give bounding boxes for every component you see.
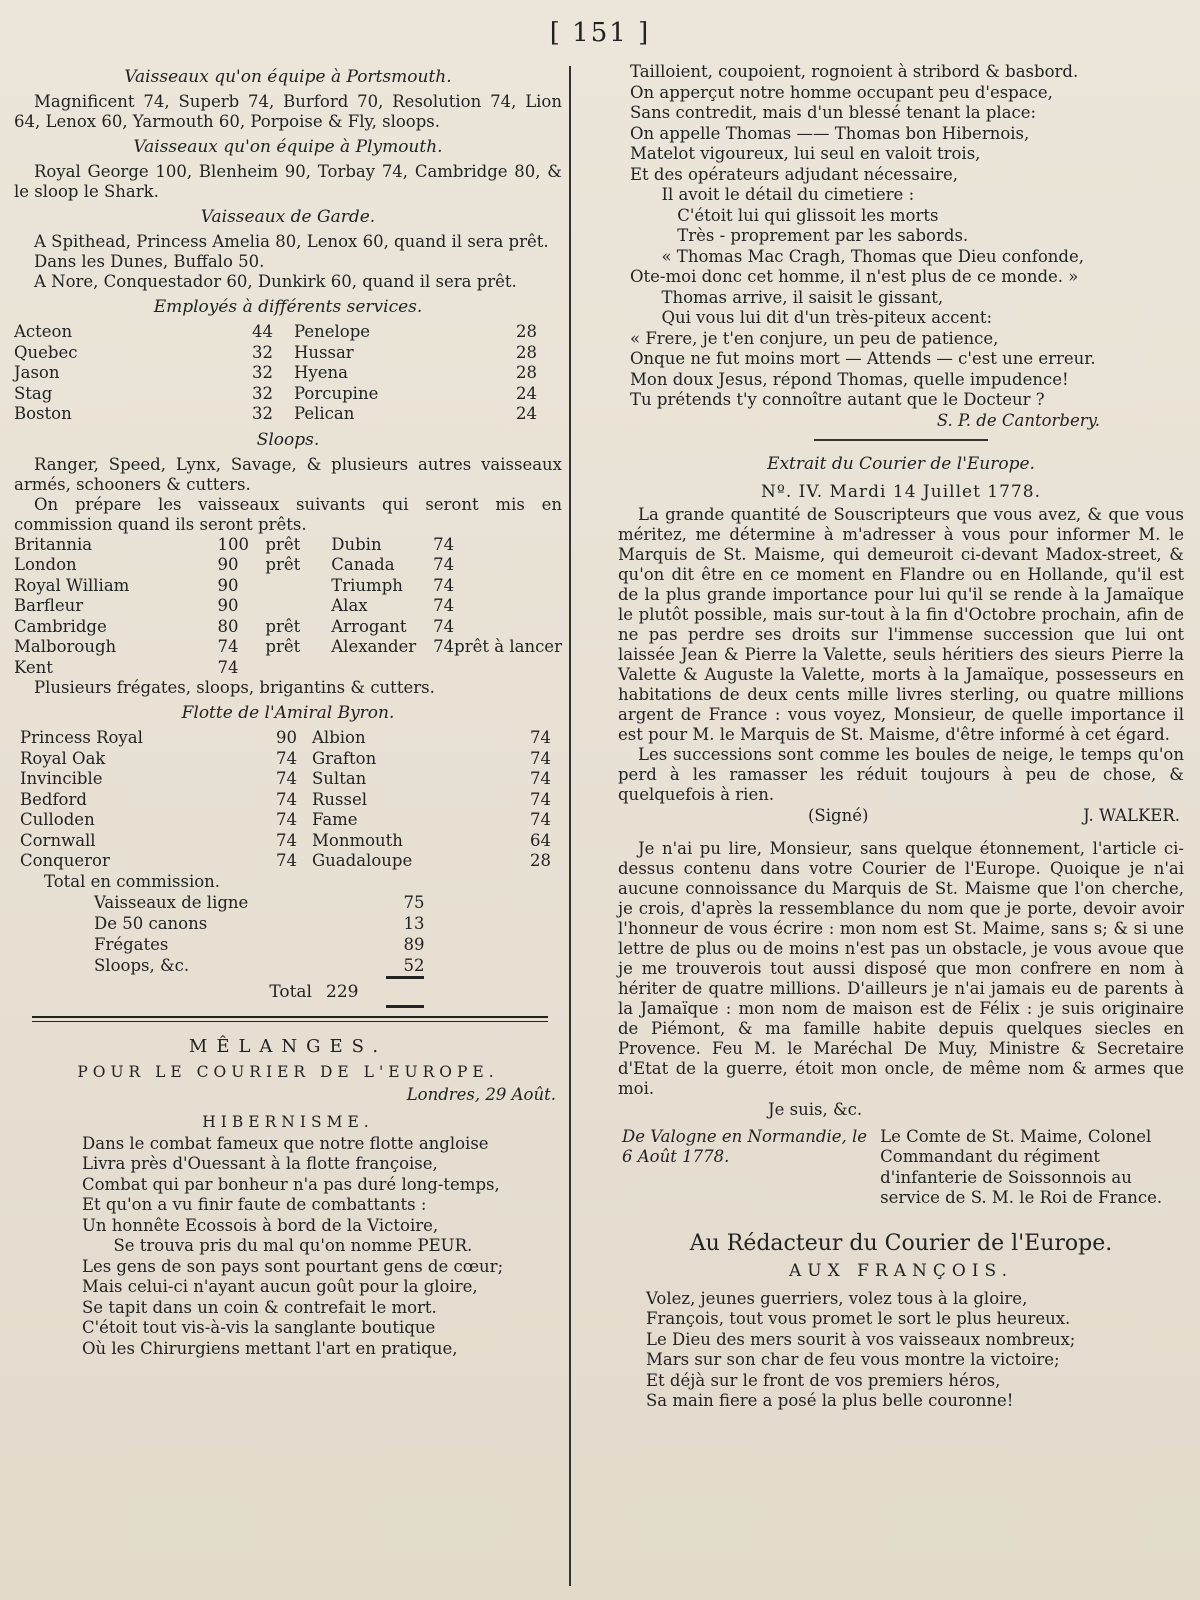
ship-guns: 74 bbox=[530, 789, 551, 809]
poem-line: Très - proprement par les sabords. bbox=[630, 226, 969, 245]
ship-name: Dubin bbox=[331, 534, 382, 554]
ship-guns: 44 bbox=[252, 322, 273, 341]
table-row bbox=[20, 810, 566, 831]
list-item bbox=[94, 955, 562, 976]
ship-guns: 24 bbox=[516, 383, 537, 403]
poem-line: Sans contredit, mais d'un blessé tenant la place: bbox=[630, 103, 1037, 122]
prepare-text: On prépare les vaisseaux suivants qui seront mis en commission quand ils seront prêts. bbox=[14, 494, 562, 534]
ship-status bbox=[265, 576, 331, 597]
ship-name: Culloden bbox=[20, 810, 95, 829]
right-column bbox=[618, 62, 1184, 1412]
ship-name: Quebec bbox=[14, 342, 78, 362]
byron-heading: Flotte de l'Amiral Byron. bbox=[181, 703, 395, 723]
table-row bbox=[20, 851, 566, 872]
table-row bbox=[14, 322, 554, 343]
ship-name: Porcupine bbox=[294, 383, 379, 403]
ship-name: Royal William bbox=[14, 575, 130, 595]
article-paragraph-1: La grande quantité de Souscripteurs que vous avez, & que vous méritez, me détermine à m'adresser à vous pour informer M. le Marquis de St. Maisme, qui demeuroit ci-devant Madox-street, & qu'on dit être en ce moment en Flandre ou en Hollande, qu'il est de la plus grande importance pour lui qu'il se rende à la Jamaïque le plutôt possible, mais sur-tout à la fin d'Octobre prochain, afin de ne pas perdre ses droits sur l'immense succession que lui ont laissée Jean & Pierre la Valette, seuls héritiers des sieurs Pierre la Valette & Auguste la Valette, morts à la Jamaïque, possesseurs en habitations de deux cents mille livres sterling, ou quatre millions argent de France : vous voyez, Monsieur, de quelle importance il est pour M. le Marquis de St. Maisme, d'être informé à cet égard. bbox=[618, 504, 1184, 744]
totals-num: 13 bbox=[403, 913, 425, 933]
poem-line: Qui vous lui dit d'un très-piteux accent: bbox=[630, 308, 993, 327]
poem-line: Thomas arrive, il saisit le gissant, bbox=[630, 287, 944, 307]
table-row bbox=[14, 576, 562, 597]
ship-name: Alexander bbox=[331, 637, 417, 656]
hibernisme-poem bbox=[14, 1134, 562, 1360]
letter-paragraph: Je n'ai pu lire, Monsieur, sans quelque étonnement, l'article ci-dessus contenu dans votre Courier de l'Europe. Quoique je n'ai aucune connoissance du Marquis de St. Maisme que l'on cherche, je crois, d'après la ressemblance du nom que je porte, devoir avoir l'honneur de vous écrire : mon nom est St. Maime, sans s; & si une lettre de plus ou de moins n'est pas un obstacle, je vous avoue que je me trouverois tout aussi disposé que mon confrere en nom à hériter de quatre millions. D'ailleurs je n'ai jamais eu de parents à la Jamaïque : mon nom de maison est de Félix : je suis originaire de Piémont, & ma famille habite depuis quelques siecles en Provence. Feu M. le Maréchal De Muy, Ministre & Secretaire d'Etat de la guerre, étoit mon oncle, de même nom & armes que moi. bbox=[618, 838, 1184, 1098]
ship-name: Kent bbox=[14, 657, 53, 677]
table-row bbox=[14, 363, 554, 384]
ship-name: Acteon bbox=[14, 322, 73, 341]
ship-guns: 28 bbox=[516, 363, 537, 382]
poem-line: Matelot vigoureux, lui seul en valoit trois, bbox=[630, 144, 981, 163]
melanges-subtitle: POUR LE COURIER DE L'EUROPE. bbox=[77, 1062, 499, 1081]
ship-status bbox=[265, 658, 331, 679]
separator-rule bbox=[814, 439, 988, 441]
ship-name: Britannia bbox=[14, 534, 93, 554]
redacteur-heading: Au Rédacteur du Courier de l'Europe. bbox=[689, 1230, 1113, 1256]
table-row bbox=[14, 535, 562, 556]
ship-name: Canada bbox=[331, 555, 395, 574]
employes-heading: Employés à différents services. bbox=[153, 297, 423, 317]
poem-line: Volez, jeunes guerriers, volez tous à la gloire, bbox=[646, 1288, 1028, 1308]
poem-line: Et déjà sur le front de vos premiers héros, bbox=[646, 1370, 1001, 1390]
totals-name: Sloops, &c. bbox=[94, 955, 190, 975]
ship-guns: 74 bbox=[530, 728, 551, 747]
poem-line: Sa main fiere a posé la plus belle couronne! bbox=[646, 1391, 1014, 1410]
ship-name: Arrogant bbox=[331, 616, 407, 636]
table-row bbox=[20, 769, 566, 790]
totals-list bbox=[14, 892, 562, 976]
plymouth-text: Royal George 100, Blenheim 90, Torbay 74, Cambridge 80, & le sloop le Shark. bbox=[14, 162, 562, 201]
ship-name: Triumph bbox=[331, 575, 403, 595]
table-row bbox=[14, 637, 562, 658]
poem-line: Mon doux Jesus, répond Thomas, quelle impudence! bbox=[630, 369, 1069, 389]
je-suis: Je suis, &c. bbox=[768, 1099, 863, 1119]
table-row bbox=[14, 658, 562, 679]
totals-num: 52 bbox=[403, 955, 425, 975]
aux-francois-heading: AUX FRANÇOIS. bbox=[789, 1260, 1013, 1281]
extrait-heading: Extrait du Courier de l'Europe. bbox=[767, 453, 1035, 474]
ship-name: Russel bbox=[312, 789, 368, 809]
fregates-line: Plusieurs frégates, sloops, brigantins & cutters. bbox=[34, 678, 435, 697]
table-row bbox=[14, 404, 554, 425]
comte-signature: Le Comte de St. Maime, Colonel Commandant du régiment d'infanterie de Soissonnois au service de S. M. le Roi de France. bbox=[880, 1126, 1163, 1207]
ship-name: Stag bbox=[14, 383, 53, 403]
table-row bbox=[14, 617, 562, 638]
walker-name: J. WALKER. bbox=[1083, 805, 1180, 825]
poem-line: Ote-moi donc cet homme, il n'est plus de ce monde. » bbox=[630, 267, 1079, 286]
ship-guns: 90 bbox=[217, 555, 239, 574]
garde-heading: Vaisseaux de Garde. bbox=[200, 207, 376, 227]
ship-name: Pelican bbox=[294, 404, 355, 423]
ship-guns: 74 bbox=[433, 575, 455, 595]
poem-line: Le Dieu des mers sourit à vos vaisseaux nombreux; bbox=[646, 1329, 1076, 1349]
ship-guns: 90 bbox=[217, 575, 239, 595]
poem-line: Se trouva pris du mal qu'on nomme PEUR. bbox=[82, 1236, 473, 1255]
totals-num: 75 bbox=[403, 892, 425, 912]
poem-line: Tailloient, coupoient, rognoient à stribord & basbord. bbox=[630, 62, 1079, 81]
ship-name: Guadaloupe bbox=[312, 851, 413, 870]
ship-status bbox=[265, 596, 331, 617]
ship-guns bbox=[433, 658, 562, 679]
poem-line: Dans le combat fameux que notre flotte angloise bbox=[82, 1133, 489, 1153]
list-item bbox=[94, 892, 562, 913]
poem-line: Où les Chirurgiens mettant l'art en pratique, bbox=[82, 1338, 458, 1358]
aux-francois-poem bbox=[618, 1289, 1184, 1412]
total-line bbox=[14, 979, 562, 1005]
ship-guns: 28 bbox=[516, 342, 537, 362]
letter-date-place: De Valogne en Normandie, le 6 Août 1778. bbox=[622, 1126, 868, 1166]
ship-name: Grafton bbox=[312, 748, 377, 768]
byron-table bbox=[20, 728, 566, 872]
ship-name: Jason bbox=[14, 363, 60, 382]
total-rule bbox=[386, 1005, 424, 1008]
poem-line: Onque ne fut moins mort — Attends — c'est une erreur. bbox=[630, 349, 1096, 368]
ship-guns: 32 bbox=[252, 404, 273, 423]
issue-line: Nº. IV. Mardi 14 Juillet 1778. bbox=[761, 481, 1041, 502]
poem-line: On apperçut notre homme occupant peu d'espace, bbox=[630, 82, 1053, 102]
totals-label: Total en commission. bbox=[44, 871, 221, 891]
ship-name: Cornwall bbox=[20, 830, 96, 850]
sloops-heading: Sloops. bbox=[256, 429, 320, 450]
ship-name: London bbox=[14, 555, 77, 574]
ship-guns: 74 bbox=[276, 748, 297, 768]
ship-guns: 28 bbox=[516, 322, 537, 341]
ship-name: Cambridge bbox=[14, 616, 107, 636]
ship-name: Fame bbox=[312, 810, 358, 829]
ship-guns: 74 bbox=[276, 810, 297, 829]
ship-name: Malborough bbox=[14, 637, 117, 656]
melanges-dateline: Londres, 29 Août. bbox=[406, 1084, 556, 1104]
totals-name: Frégates bbox=[94, 934, 169, 954]
ship-status: prêt bbox=[265, 555, 301, 574]
poem-line: Il avoit le détail du cimetiere : bbox=[630, 185, 915, 204]
table-row bbox=[14, 596, 562, 617]
poem-line: Livra près d'Ouessant à la flotte françoise, bbox=[82, 1154, 438, 1173]
poem-line: Un honnête Ecossois à bord de la Victoire, bbox=[82, 1215, 439, 1235]
ship-guns: 74 bbox=[276, 789, 297, 809]
poem-title: HIBERNISME. bbox=[202, 1112, 374, 1131]
total-label: Total bbox=[269, 981, 312, 1002]
ship-guns: 32 bbox=[252, 383, 273, 403]
ship-guns: 74 bbox=[276, 830, 297, 850]
poem-line: On appelle Thomas —— Thomas bon Hibernois, bbox=[630, 123, 1030, 143]
poem-line: Et des opérateurs adjudant nécessaire, bbox=[630, 164, 958, 184]
poem-line: C'étoit tout vis-à-vis la sanglante boutique bbox=[82, 1318, 436, 1337]
hibernisme-poem-continued bbox=[618, 62, 1184, 411]
table-row bbox=[14, 555, 562, 576]
ship-name: Hussar bbox=[294, 342, 354, 362]
table-row bbox=[20, 831, 566, 852]
ship-name: Monmouth bbox=[312, 830, 403, 850]
ship-guns: 32 bbox=[252, 363, 273, 382]
ship-guns: 74prêt à lancer bbox=[433, 637, 562, 656]
ship-guns: 74 bbox=[433, 555, 455, 574]
ship-guns: 74 bbox=[217, 637, 239, 656]
garde-line-2: Dans les Dunes, Buffalo 50. bbox=[34, 252, 265, 271]
ship-guns: 74 bbox=[276, 769, 297, 788]
poem-line: Combat qui par bonheur n'a pas duré long-temps, bbox=[82, 1174, 500, 1194]
ship-status: prêt bbox=[265, 534, 301, 554]
ship-guns: 24 bbox=[516, 404, 537, 423]
garde-line-1: A Spithead, Princess Amelia 80, Lenox 60, quand il sera prêt. bbox=[34, 232, 549, 251]
table-row bbox=[20, 749, 566, 770]
ship-status: prêt bbox=[265, 616, 301, 636]
ship-guns: 74 bbox=[276, 851, 297, 870]
ship-guns: 74 bbox=[530, 748, 551, 768]
ship-guns: 74 bbox=[433, 534, 455, 554]
poem-line: Les gens de son pays sont pourtant gens de cœur; bbox=[82, 1256, 504, 1276]
ship-guns: 74 bbox=[433, 596, 455, 615]
ship-name: Boston bbox=[14, 404, 72, 423]
left-column bbox=[14, 62, 562, 1359]
poem-line: « Frere, je t'en conjure, un peu de patience, bbox=[630, 328, 999, 348]
table-row bbox=[14, 384, 554, 405]
ship-guns: 74 bbox=[433, 616, 455, 636]
totals-name: Vaisseaux de ligne bbox=[94, 892, 249, 912]
table-row bbox=[14, 343, 554, 364]
ship-guns: 74 bbox=[530, 810, 551, 829]
ship-name: Penelope bbox=[294, 322, 371, 341]
ship-guns: 74 bbox=[217, 657, 239, 677]
ship-name: Bedford bbox=[20, 789, 87, 809]
melanges-title: MÊLANGES. bbox=[188, 1035, 388, 1057]
ship-name: Conqueror bbox=[20, 851, 110, 870]
ship-guns: 28 bbox=[530, 851, 551, 870]
page-number: [ 151 ] bbox=[549, 18, 651, 48]
poem-line: Mars sur son char de feu vous montre la victoire; bbox=[646, 1350, 1060, 1369]
portsmouth-text: Magnificent 74, Superb 74, Burford 70, Resolution 74, Lion 64, Lenox 60, Yarmouth 60, Porpoise & Fly, sloops. bbox=[14, 92, 562, 131]
ship-name: Albion bbox=[312, 728, 366, 747]
ship-name: Royal Oak bbox=[20, 748, 106, 768]
poem-signature: S. P. de Cantorbery. bbox=[936, 410, 1100, 430]
portsmouth-heading: Vaisseaux qu'on équipe à Portsmouth. bbox=[124, 67, 452, 87]
ship-name: Invincible bbox=[20, 769, 103, 788]
ship-guns: 74 bbox=[530, 769, 551, 788]
garde-line-3: A Nore, Conquestador 60, Dunkirk 60, quand il sera prêt. bbox=[34, 272, 517, 291]
ship-name: Sultan bbox=[312, 769, 367, 788]
total-value: 229 bbox=[326, 981, 359, 1002]
totals-name: De 50 canons bbox=[94, 913, 208, 933]
ship-name bbox=[331, 658, 433, 679]
table-row bbox=[20, 790, 566, 811]
poem-line: François, tout vous promet le sort le plus heureux. bbox=[646, 1309, 1071, 1328]
prepare-table bbox=[14, 535, 562, 679]
totals-num: 89 bbox=[403, 934, 425, 954]
ship-name: Hyena bbox=[294, 363, 348, 382]
employes-table bbox=[14, 322, 554, 425]
poem-line: Se tapit dans un coin & contrefait le mort. bbox=[82, 1297, 437, 1317]
ship-guns: 90 bbox=[276, 728, 297, 747]
sloops-text: Ranger, Speed, Lynx, Savage, & plusieurs autres vaisseaux armés, schooners & cutters. bbox=[14, 454, 562, 494]
table-row bbox=[20, 728, 566, 749]
ship-guns: 64 bbox=[530, 830, 551, 850]
poem-line: Et qu'on a vu finir faute de combattants : bbox=[82, 1195, 427, 1214]
ship-name: Alax bbox=[331, 596, 368, 615]
ship-guns: 90 bbox=[217, 596, 239, 615]
ship-name: Princess Royal bbox=[20, 728, 143, 747]
list-item bbox=[94, 934, 562, 955]
plymouth-heading: Vaisseaux qu'on équipe à Plymouth. bbox=[133, 137, 443, 157]
poem-line: C'étoit lui qui glissoit les morts bbox=[630, 205, 939, 225]
list-item bbox=[94, 913, 562, 934]
section-rule bbox=[32, 1016, 548, 1022]
walker-signature-line bbox=[618, 805, 1184, 827]
letter-closing bbox=[618, 1127, 1184, 1209]
article-paragraph-2: Les successions sont comme les boules de neige, le temps qu'on perd à les ramasser les réduit toujours à peu de chose, & quelquefois à rien. bbox=[618, 744, 1184, 804]
ship-status: prêt bbox=[265, 637, 301, 656]
ship-guns: 100 bbox=[217, 534, 250, 554]
poem-line: « Thomas Mac Cragh, Thomas que Dieu confonde, bbox=[630, 246, 1084, 266]
ship-guns: 32 bbox=[252, 342, 273, 362]
ship-name: Barfleur bbox=[14, 596, 84, 615]
poem-line: Mais celui-ci n'ayant aucun goût pour la gloire, bbox=[82, 1277, 478, 1296]
column-divider bbox=[569, 66, 571, 1586]
poem-line: Tu prétends t'y connoître autant que le Docteur ? bbox=[630, 390, 1045, 409]
signe-label: (Signé) bbox=[808, 805, 869, 825]
ship-guns: 80 bbox=[217, 616, 239, 636]
